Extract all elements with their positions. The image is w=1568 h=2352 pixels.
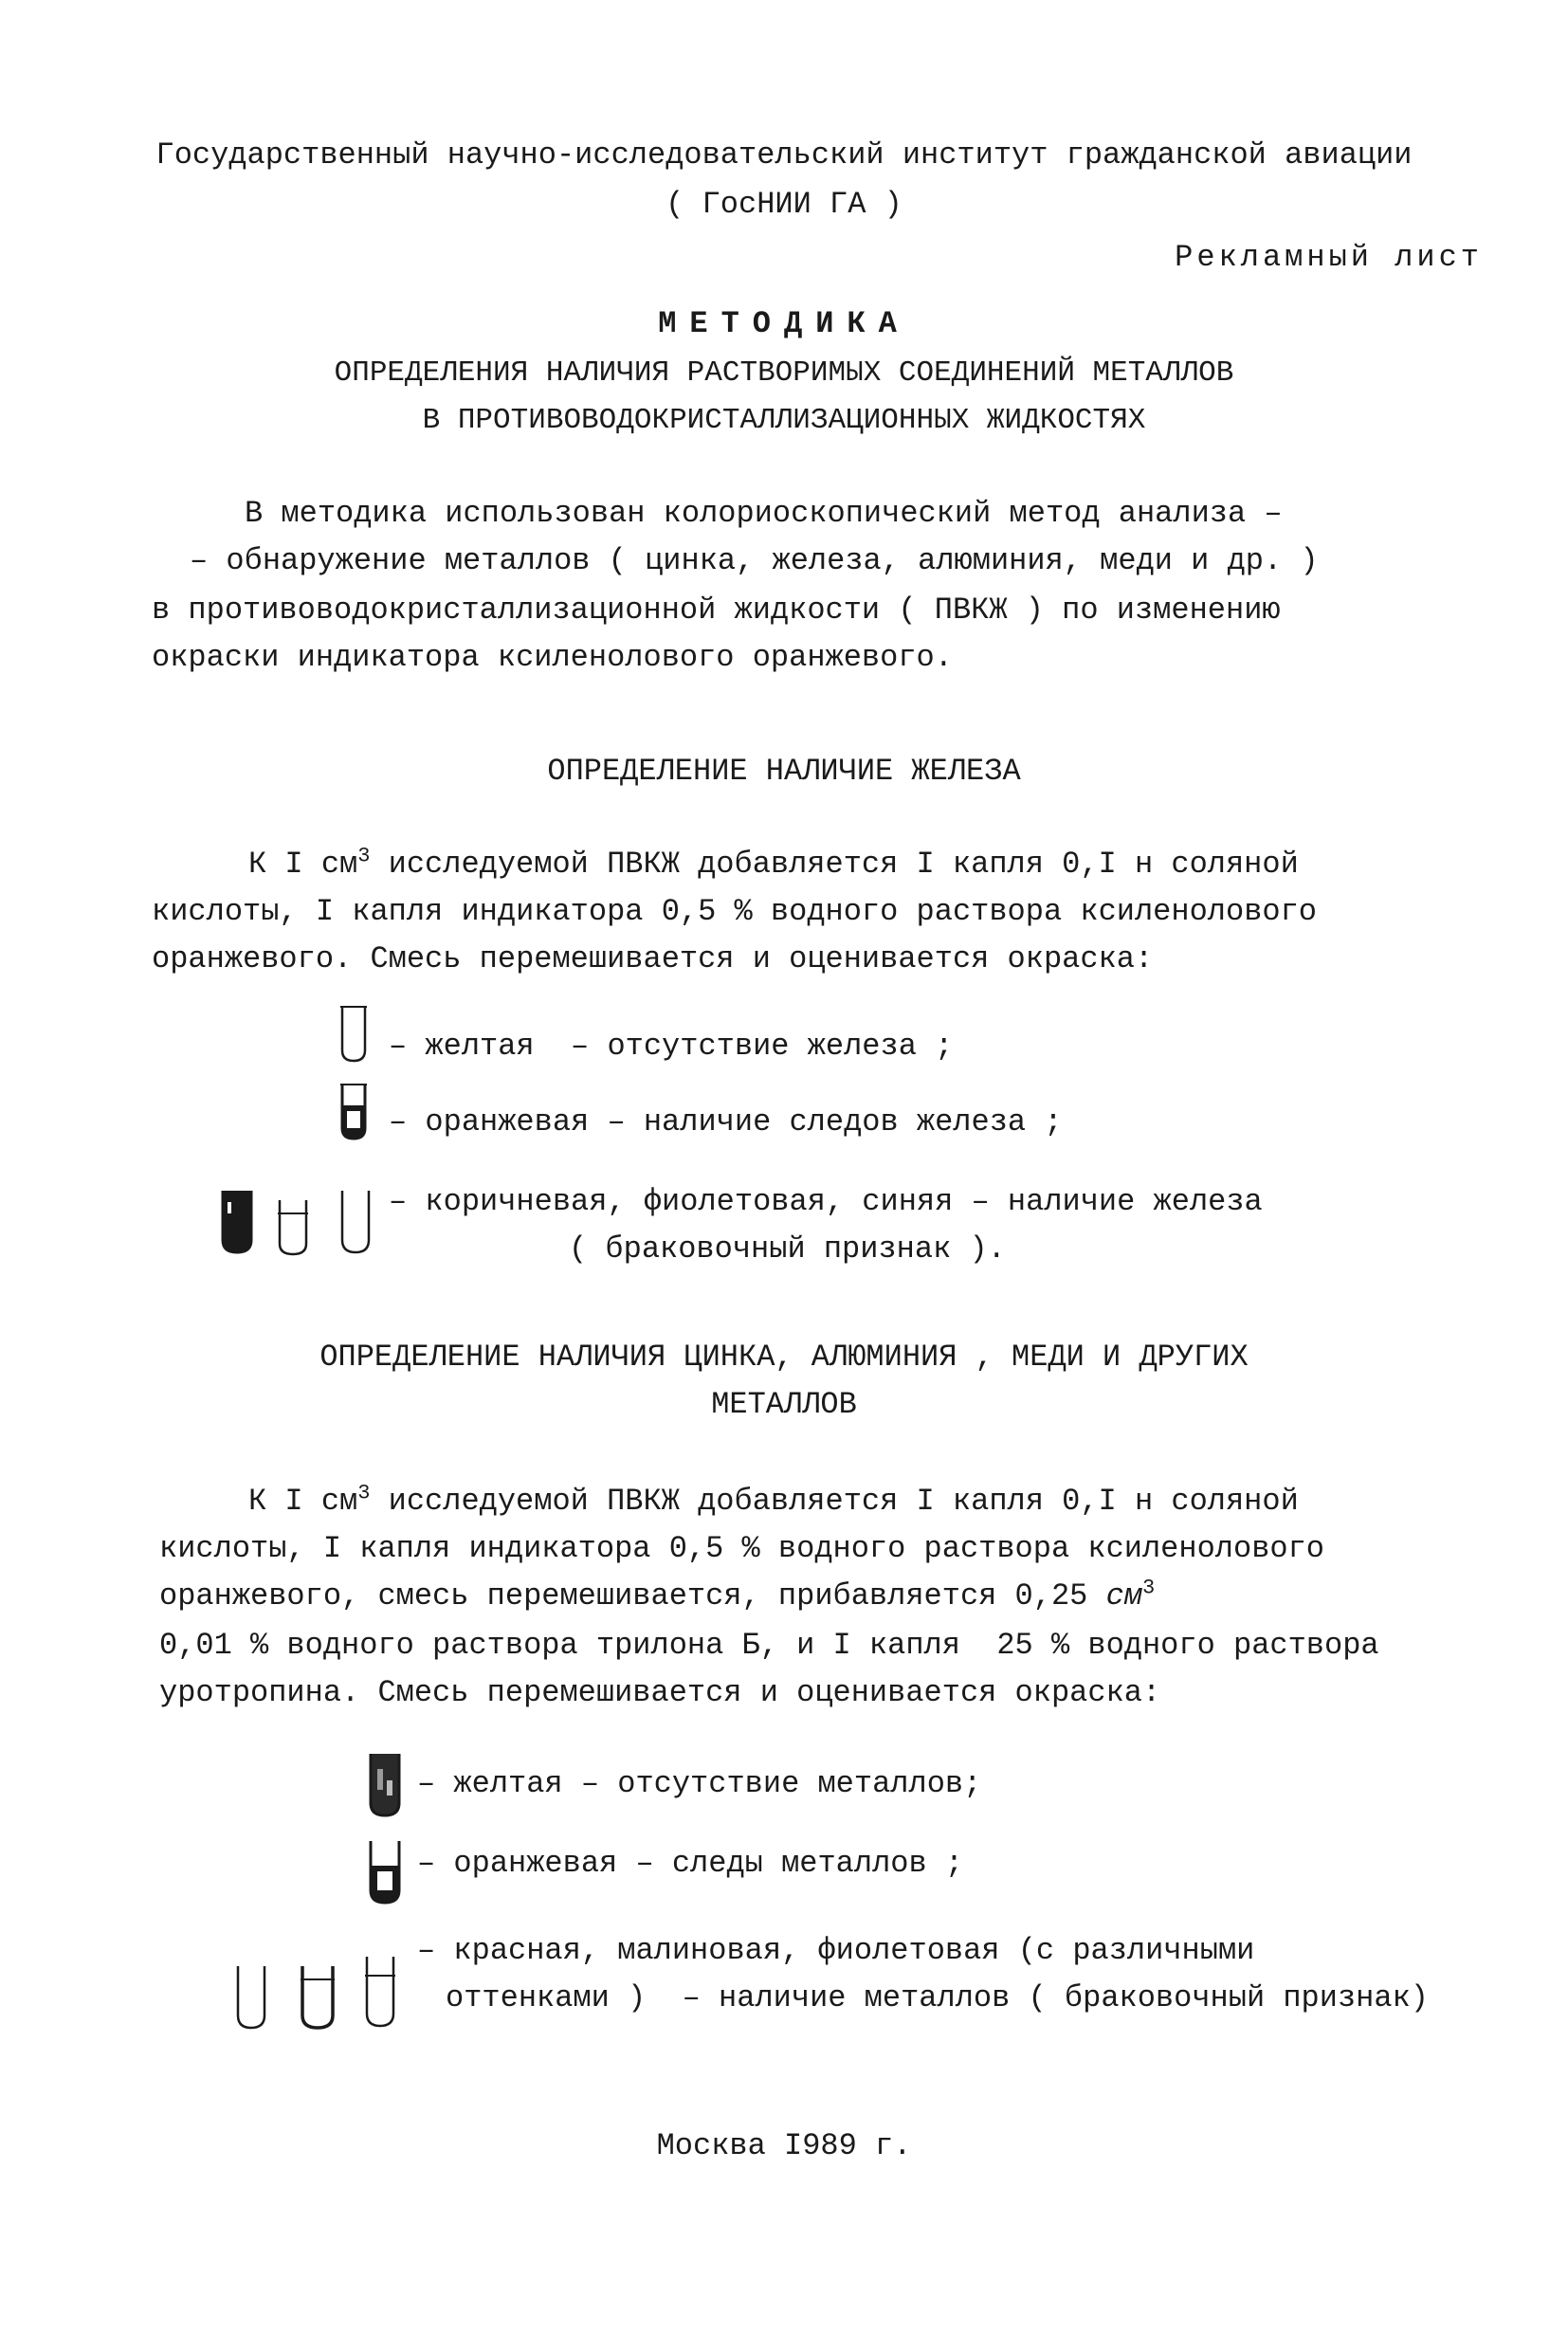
section1-result-orange: – оранжевая – наличие следов железа ; (389, 1104, 1063, 1140)
section1-result-yellow: – желтая – отсутствие железа ; (389, 1029, 954, 1064)
intro-line-3: в противоводокристаллизационной жидкости ( ПВКЖ ) по изменению (152, 593, 1281, 628)
institute-name: Государственный научно-исследовательский институт гражданской авиации (155, 137, 1413, 173)
title-main: МЕТОДИКА (658, 306, 910, 341)
section2-para-line-5: уротропина. Смесь перемешивается и оценивается окраска: (159, 1675, 1161, 1710)
section1-para-line-1: К I $см^3$ исследуемой ПВКЖ добавляется I капля 0,I н соляной (248, 844, 1299, 882)
blue-tube-icon (339, 1187, 372, 1255)
section1-result-reject: ( браковочный признак ). (569, 1231, 1006, 1267)
section2-result-red: – красная, малиновая, фиолетовая (с различными (417, 1933, 1255, 1968)
section1-heading: ОПРЕДЕЛЕНИЕ НАЛИЧИЕ ЖЕЛЕЗА (547, 754, 1021, 789)
institute-abbr: ( ГосНИИ ГА ) (665, 187, 903, 222)
section2-para-line-3: оранжевого, смесь перемешивается, прибавляется 0,25 $см^3$ (159, 1576, 1156, 1614)
section2-heading-line-2: МЕТАЛЛОВ (711, 1387, 857, 1422)
red-tube-icon (235, 1962, 267, 2031)
sheet-type: Рекламный лист (1175, 240, 1483, 275)
section2-result-shades: оттенками ) – наличие металлов ( браковочный признак) (446, 1980, 1429, 2015)
yellow-tube-icon (339, 1003, 368, 1064)
orange-metal-tube-icon (368, 1837, 402, 1905)
section2-para-line-2: кислоты, I капля индикатора 0,5 % водного раствора ксиленолового (159, 1531, 1324, 1566)
section2-result-yellow: – желтая – отсутствие металлов; (417, 1766, 982, 1801)
title-line-1: ОПРЕДЕЛЕНИЯ НАЛИЧИЯ РАСТВОРИМЫХ СОЕДИНЕНИЙ МЕТАЛЛОВ (334, 356, 1234, 390)
section1-para-line-2: кислоты, I капля индикатора 0,5 % водного раствора ксиленолового (152, 894, 1317, 929)
section2-result-orange: – оранжевая – следы металлов ; (417, 1846, 964, 1881)
brown-tube-icon (220, 1187, 254, 1255)
footer-city-year: Москва I989 г. (656, 2128, 912, 2163)
violet-metal-tube-icon (364, 1953, 396, 2029)
section2-para-line-4: 0,01 % водного раствора трилона Б, и I капля 25 % водного раствора (159, 1628, 1379, 1663)
section2-heading-line-1: ОПРЕДЕЛЕНИЕ НАЛИЧИЯ ЦИНКА, АЛЮМИНИЯ , МЕДИ И ДРУГИХ (319, 1340, 1249, 1375)
title-line-2: В ПРОТИВОВОДОКРИСТАЛЛИЗАЦИОННЫХ ЖИДКОСТЯХ (422, 404, 1146, 437)
crimson-tube-icon (300, 1962, 336, 2031)
intro-line-1: В методика использован колориоскопический метод анализа – (245, 496, 1283, 531)
intro-line-4: окраски индикатора ксиленолового оранжевого. (152, 640, 953, 675)
violet-tube-icon (277, 1196, 309, 1257)
intro-line-2: – обнаружение металлов ( цинка, железа, алюминия, меди и др. ) (190, 543, 1319, 578)
section1-result-brown: – коричневая, фиолетовая, синяя – наличие железа (389, 1184, 1263, 1219)
yellow-metal-tube-icon (368, 1750, 402, 1818)
section2-para-line-1: К I $см^3$ исследуемой ПВКЖ добавляется I капля 0,I н соляной (248, 1481, 1299, 1519)
section1-para-line-3: оранжевого. Смесь перемешивается и оценивается окраска: (152, 941, 1154, 976)
orange-tube-icon (339, 1081, 368, 1141)
